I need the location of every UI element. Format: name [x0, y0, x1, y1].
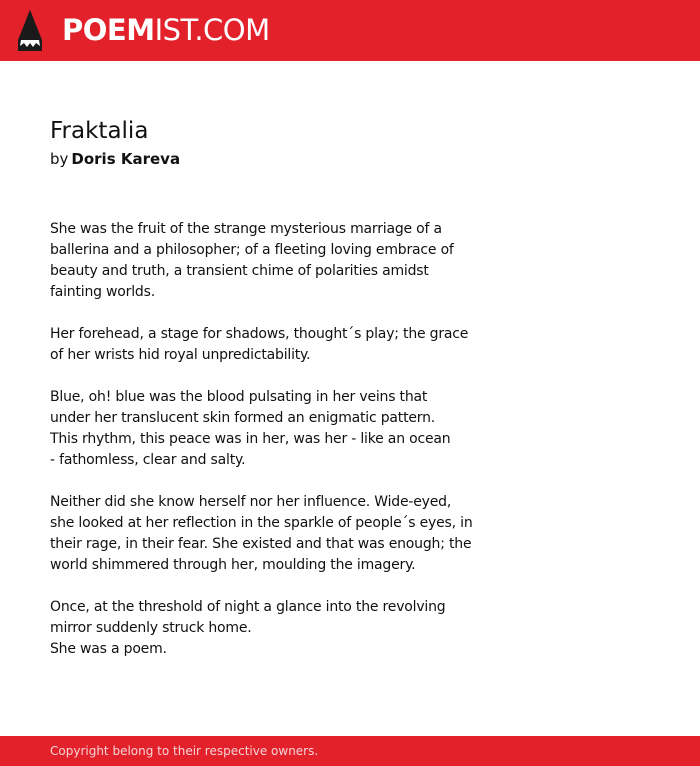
- poem-line: their rage, in their fear. She existed and that was enough; the: [50, 536, 472, 552]
- site-header: [0, 0, 700, 61]
- stanza: [50, 387, 490, 471]
- poem-line: She was the fruit of the strange mysterious marriage of a: [50, 221, 442, 237]
- poem-body: [50, 219, 490, 660]
- poem-line: Neither did she know herself nor her influence. Wide-eyed,: [50, 494, 452, 510]
- pencil-tip-icon[interactable]: [18, 10, 42, 51]
- poem-line: mirror suddenly struck home.: [50, 620, 252, 636]
- stanza: [50, 597, 490, 660]
- poem-line: - fathomless, clear and salty.: [50, 452, 246, 468]
- poem-line: ballerina and a philosopher; of a fleeting loving embrace of: [50, 242, 454, 258]
- poem-line: under her translucent skin formed an enigmatic pattern.: [50, 410, 436, 426]
- poem-line: she looked at her reflection in the sparkle of people´s eyes, in: [50, 515, 473, 531]
- poem-line: Her forehead, a stage for shadows, thought´s play; the grace: [50, 326, 469, 342]
- stanza: [50, 324, 490, 366]
- site-footer: [0, 736, 700, 766]
- poem-line: fainting worlds.: [50, 284, 155, 300]
- stanza: [50, 219, 490, 303]
- poem-line: She was a poem.: [50, 641, 167, 657]
- site-logo-text[interactable]: [62, 12, 270, 48]
- brand-light: IST.COM: [154, 13, 270, 47]
- poem-title: Fraktalia: [50, 118, 149, 144]
- poem-line: Blue, oh! blue was the blood pulsating in her veins that: [50, 389, 428, 405]
- poem-line: of her wrists hid royal unpredictability.: [50, 347, 311, 363]
- by-label: by: [50, 150, 69, 168]
- poem-line: This rhythm, this peace was in her, was her - like an ocean: [50, 431, 451, 447]
- brand-bold: POEM: [62, 13, 155, 47]
- stanza: [50, 492, 490, 576]
- poem-line: beauty and truth, a transient chime of polarities amidst: [50, 263, 429, 279]
- poem-line: Once, at the threshold of night a glance into the revolving: [50, 599, 446, 615]
- copyright-notice: Copyright belong to their respective owners.: [50, 744, 319, 758]
- author-name: Doris Kareva: [71, 150, 181, 168]
- poem-line: world shimmered through her, moulding the imagery.: [50, 557, 416, 573]
- byline: [50, 149, 180, 169]
